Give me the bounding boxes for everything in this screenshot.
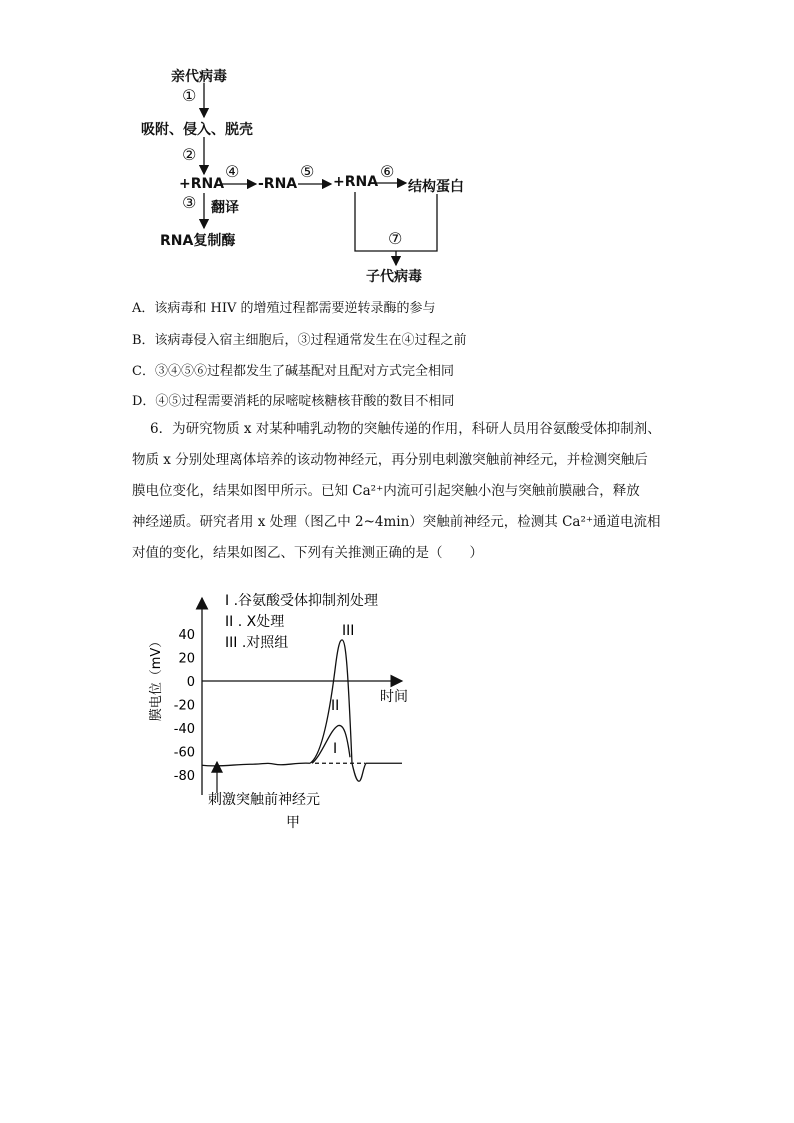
y-tick-label: 20: [178, 651, 195, 667]
question-6-line-5: 对值的变化，结果如图乙、下列有关推测正确的是（ ）: [132, 545, 483, 561]
progeny-virus-label: 子代病毒: [366, 269, 422, 285]
legend-entry-1: I .谷氨酸受体抑制剂处理: [225, 593, 379, 609]
y-tick-label: -80: [173, 769, 195, 784]
question-6-line-3: 膜电位变化，结果如图甲所示。已知 Ca²⁺内流可引起突触小泡与突触前膜融合，释放: [132, 483, 640, 499]
flowchart-arrows: [0, 0, 794, 300]
x-axis-label: 时间: [380, 689, 408, 705]
step-2-marker: ②: [182, 145, 197, 164]
option-a: A．该病毒和 HIV 的增殖过程都需要逆转录酶的参与: [132, 301, 436, 316]
option-d: D．④⑤过程需要消耗的尿嘧啶核糖核苷酸的数目不相同: [132, 394, 455, 409]
step-3-marker: ③: [182, 193, 197, 212]
series-label-II: II: [331, 698, 340, 714]
curve-II-x-treatment: [312, 725, 350, 763]
step-6-marker: ⑥: [380, 162, 395, 181]
y-tick-labels: [174, 628, 195, 784]
plus-rna-label-2: +RNA: [333, 174, 379, 190]
step-4-marker: ④: [225, 162, 240, 181]
curve-III-control: [310, 640, 402, 781]
step-5-marker: ⑤: [300, 162, 315, 181]
plus-rna-label-1: +RNA: [179, 176, 225, 192]
series-label-I: I: [333, 741, 338, 757]
legend-entry-3: III .对照组: [225, 635, 289, 651]
parent-virus-label: 亲代病毒: [171, 69, 227, 85]
step-7-marker: ⑦: [388, 229, 403, 248]
rna-replicase-label: RNA复制酶: [160, 233, 236, 249]
baseline-line: [202, 763, 310, 766]
question-6-line-4: 神经递质。研究者用 x 处理（图乙中 2~4min）突触前神经元，检测其 Ca²⁺通道电流相: [132, 514, 661, 530]
membrane-potential-chart: [140, 580, 440, 840]
adsorb-invade-uncoat-label: 吸附、侵入、脱壳: [141, 122, 253, 138]
y-tick-label: 0: [186, 675, 195, 690]
step-1-marker: ①: [182, 86, 197, 105]
legend-entry-2: II . X处理: [225, 614, 285, 630]
y-tick-label: -60: [173, 745, 195, 761]
question-6-line-1: 6．为研究物质 x 对某种哺乳动物的突触传递的作用，科研人员用谷氨酸受体抑制剂、: [150, 421, 661, 437]
figure-caption: 甲: [286, 815, 300, 831]
question-6-line-2: 物质 x 分别处理离体培养的该动物神经元，再分别电刺激突触前神经元，并检测突触后: [132, 452, 648, 468]
y-tick-label: -20: [173, 698, 195, 714]
curves: [202, 640, 402, 781]
y-tick-label: 40: [178, 628, 195, 643]
stimulus-annotation: 刺激突触前神经元: [208, 792, 320, 808]
minus-rna-label: -RNA: [258, 176, 298, 192]
option-c: C．③④⑤⑥过程都发生了碱基配对且配对方式完全相同: [132, 364, 454, 379]
structural-protein-label: 结构蛋白: [408, 179, 464, 195]
y-axis-label: 膜电位（mV）: [149, 634, 164, 722]
option-b: B．该病毒侵入宿主细胞后，③过程通常发生在④过程之前: [132, 333, 467, 348]
y-tick-label: -40: [173, 722, 195, 737]
series-label-III: III: [342, 623, 355, 639]
translation-label: 翻译: [211, 200, 239, 216]
assembly-bracket: [355, 192, 437, 251]
